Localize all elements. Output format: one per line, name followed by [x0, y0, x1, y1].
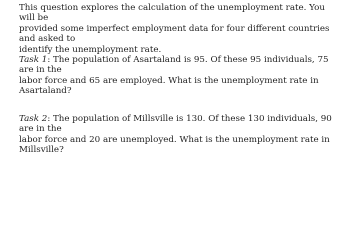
intro-line-2: provided some imperfect employment data for four different countries and asked to [19, 23, 330, 45]
task-1-label: Task 1 [19, 55, 48, 65]
task-2-line-1: : The population of Millsville is 130. Of these 130 individuals, 90 are in the [19, 114, 332, 135]
task-1-line-2: labor force and 65 are employed. What is the unemployment rate in Asartaland? [19, 75, 319, 97]
task-2-paragraph [19, 114, 339, 156]
intro-line-1: This question explores the calculation of the unemployment rate. You will be [19, 3, 325, 24]
intro-line-3: identify the unemployment rate. [19, 44, 162, 55]
task-2-line-2: labor force and 20 are unemployed. What is the unemployment rate in Millsville? [19, 134, 330, 156]
intro-paragraph [19, 3, 339, 55]
task-1-line-1: : The population of Asartaland is 95. Of these 95 individuals, 75 are in the [19, 55, 329, 76]
task-2-label: Task 2 [19, 114, 48, 124]
task-1-paragraph [19, 55, 339, 97]
